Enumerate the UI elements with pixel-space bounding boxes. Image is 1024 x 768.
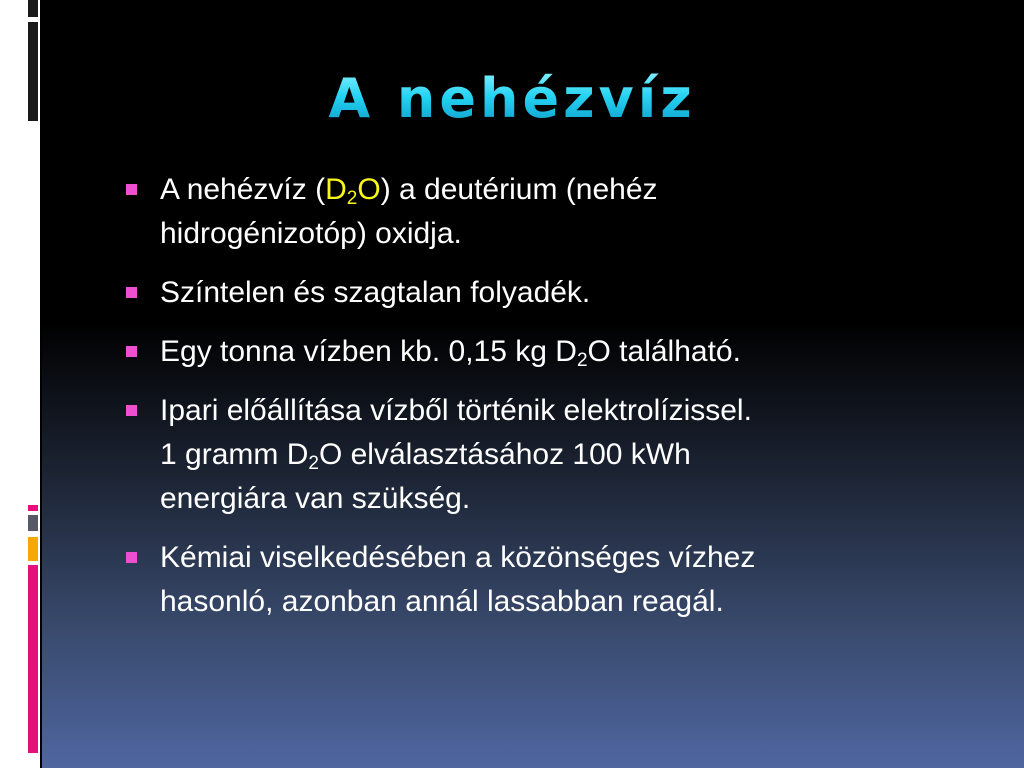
bullet-item-production: [124, 389, 964, 521]
slide-title: A nehézvíz: [0, 72, 1024, 126]
bullet-text: O található.: [587, 335, 741, 368]
bullet-text: O elválasztásához 100 kWh: [318, 438, 691, 471]
bullet-line: [160, 168, 964, 212]
accent-bar-gray: [28, 515, 38, 531]
bullet-line: Kémiai viselkedésében a közönséges vízhez: [160, 541, 756, 574]
accent-bar-orange: [28, 537, 38, 561]
bullet-line: [160, 330, 964, 374]
bullet-square-icon: [126, 287, 137, 298]
bullet-line: [160, 433, 964, 477]
bullet-square-icon: [126, 552, 137, 563]
bullet-item-abundance: [124, 330, 964, 374]
formula-subscript: 2: [576, 350, 588, 371]
formula-o: O: [357, 173, 381, 206]
bullet-line: Ipari előállítása vízből történik elektrolízissel.: [160, 394, 752, 427]
bullet-square-icon: [126, 405, 137, 416]
bullet-line: Színtelen és szagtalan folyadék.: [160, 276, 591, 309]
bullet-text: A nehézvíz (: [160, 173, 326, 206]
bullet-item-properties: [124, 271, 964, 315]
formula-d: D: [325, 173, 347, 206]
bullet-item-chemistry: [124, 536, 964, 624]
formula-highlight: [325, 173, 381, 209]
bullet-list: [124, 168, 964, 639]
bullet-text: 1 gramm D: [160, 438, 309, 471]
accent-bar-pink: [28, 565, 38, 753]
bullet-text: Egy tonna vízben kb. 0,15 kg D: [160, 335, 577, 368]
bullet-line: hasonló, azonban annál lassabban reagál.: [160, 585, 724, 618]
formula-subscript: 2: [308, 453, 319, 474]
formula-subscript: 2: [346, 188, 358, 209]
accent-bar-dark-top: [28, 0, 38, 17]
bullet-square-icon: [126, 346, 137, 357]
bullet-text: ) a deutérium (nehéz: [380, 173, 658, 206]
bullet-square-icon: [126, 184, 137, 195]
bullet-item-definition: [124, 168, 964, 256]
bullet-line: energiára van szükség.: [160, 482, 471, 515]
accent-bar-pink-small: [28, 505, 38, 511]
bullet-line: hidrogénizotóp) oxidja.: [160, 217, 462, 250]
